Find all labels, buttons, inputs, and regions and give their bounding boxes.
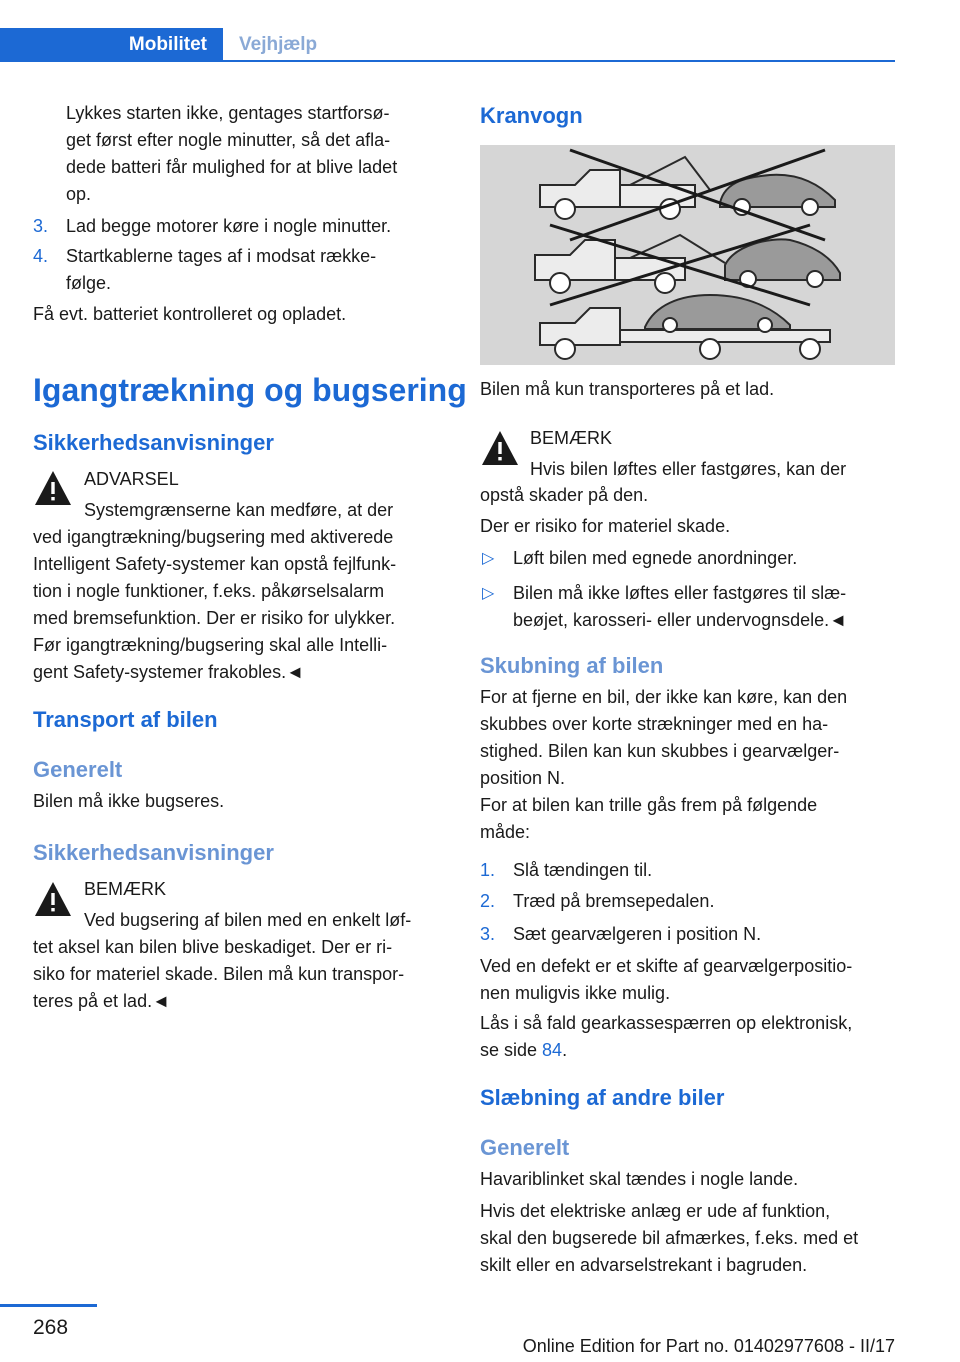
tab-mobilitet[interactable]: Mobilitet (0, 28, 223, 61)
tow-truck-illustration (480, 145, 895, 365)
section-title: Igangtrækning og bugsering (33, 372, 467, 408)
text-line: Lykkes starten ikke, gentages startforsø- (66, 103, 390, 123)
bullet-triangle-icon: ▷ (482, 550, 495, 567)
text-line: siko for materiel skade. Bilen må kun transpor- (33, 964, 405, 984)
step-number: 1. (480, 860, 496, 880)
text-line: For at bilen kan trille gås frem på følgende (480, 795, 818, 815)
towing-heading: Slæbning af andre biler (480, 1085, 725, 1110)
defect-text (480, 953, 852, 1007)
text-line: dede batteri får mulighed for at blive ladet (66, 157, 398, 177)
bullet-text: Løft bilen med egnede anordninger. (513, 548, 798, 568)
footer-rule (0, 1304, 97, 1307)
push-text (480, 684, 847, 792)
text-line: måde: (480, 822, 531, 842)
text-line: Hvis det elektriske anlæg er ude af funktion, (480, 1201, 831, 1221)
battery-note: Få evt. batteriet kontrolleret og opladet. (33, 304, 347, 324)
warning-triangle-icon (33, 879, 73, 919)
step-number: 4. (33, 246, 49, 266)
kranvogn-heading: Kranvogn (480, 103, 583, 128)
safety2-heading: Sikkerhedsanvisninger (33, 840, 274, 865)
lad-text: Bilen må kun transporteres på et lad. (480, 379, 775, 399)
text-line: skal den bugserede bil afmærkes, f.eks. med et (480, 1228, 859, 1248)
notice-text (33, 934, 404, 1015)
notice-label: BEMÆRK (84, 879, 167, 899)
step-text (66, 243, 376, 297)
text-line: ved igangtrækning/bugsering med aktiverede (33, 527, 394, 547)
text-line: Før igangtrækning/bugsering skal alle Intelli- (33, 635, 388, 655)
step-text: Lad begge motorer køre i nogle minutter. (66, 216, 392, 236)
edition-note: Online Edition for Part no. 01402977608 - II/17 (522, 1336, 895, 1356)
header-tabs (0, 28, 895, 62)
notice-line: Ved bugsering af bilen med en enkelt løf- (84, 910, 412, 930)
left-paragraph-cont (66, 100, 397, 208)
page-link[interactable]: 84 (542, 1040, 563, 1060)
risk-text: Der er risiko for materiel skade. (480, 516, 731, 536)
text-line: stighed. Bilen kan kun skubbes i gearvælger- (480, 741, 840, 761)
generelt-heading: Generelt (33, 757, 123, 782)
generelt-heading: Generelt (480, 1135, 570, 1160)
notice-label: BEMÆRK (530, 428, 613, 448)
header-rule (0, 60, 895, 62)
text-line: op. (66, 184, 92, 204)
safety-heading: Sikkerhedsanvisninger (33, 430, 274, 455)
text-line: tion i nogle funktioner, f.eks. påkørselsalarm (33, 581, 385, 601)
roll-text (480, 792, 817, 846)
text-line: For at fjerne en bil, der ikke kan køre, kan den (480, 687, 848, 707)
text-line: følge. (66, 273, 112, 293)
text-line: tet aksel kan bilen blive beskadiget. Der er ri- (33, 937, 393, 957)
text-line: med bremsefunktion. Der er risiko for ulykker. (33, 608, 396, 628)
step-text: Sæt gearvælgeren i position N. (513, 924, 762, 944)
tab-vejhjaelp[interactable]: Vejhjælp (239, 33, 318, 55)
step-number: 3. (480, 924, 496, 944)
text-line: position N. (480, 768, 566, 788)
text-line: gent Safety-systemer frakobles.◄ (33, 662, 304, 682)
text-line: Lås i så fald gearkassespærren op elektronisk, (480, 1013, 853, 1033)
text-line: Bilen må ikke løftes eller fastgøres til slæ- (513, 583, 847, 603)
text-span: se side (480, 1040, 543, 1060)
page-number: 268 (33, 1316, 69, 1339)
text-line: nen muligvis ikke mulig. (480, 983, 671, 1003)
text-line: Ved en defekt er et skifte af gearvælgerpositio- (480, 956, 853, 976)
bullet-triangle-icon: ▷ (482, 585, 495, 602)
warning-triangle-icon (480, 428, 520, 468)
step-text: Træd på bremsepedalen. (513, 891, 715, 911)
transport-heading: Transport af bilen (33, 707, 218, 732)
text-line: Intelligent Safety-systemer kan opstå fejlfunk- (33, 554, 397, 574)
step-text: Slå tændingen til. (513, 860, 653, 880)
electric-text (480, 1198, 858, 1279)
step-number: 3. (33, 216, 49, 236)
text-span: . (562, 1040, 568, 1060)
step-number: 2. (480, 891, 496, 911)
lock-text (480, 1010, 852, 1064)
warning-label: ADVARSEL (84, 469, 179, 489)
hazard-text: Havariblinket skal tændes i nogle lande. (480, 1169, 799, 1189)
generelt-text: Bilen må ikke bugseres. (33, 791, 225, 811)
notice-line: opstå skader på den. (480, 485, 649, 505)
text-line (480, 1037, 852, 1064)
warning-line: Systemgrænserne kan medføre, at der (84, 500, 394, 520)
warning-text (33, 524, 396, 686)
text-line: skubbes over korte strækninger med en ha- (480, 714, 829, 734)
text-line: skilt eller en advarselstrekant i bagruden. (480, 1255, 808, 1275)
text-line: beøjet, karosseri- eller undervognsdele.◄ (513, 610, 847, 630)
text-line: teres på et lad.◄ (33, 991, 170, 1011)
text-line: Startkablerne tages af i modsat række- (66, 246, 377, 266)
warning-triangle-icon (33, 468, 73, 508)
push-heading: Skubning af bilen (480, 653, 664, 678)
notice-line: Hvis bilen løftes eller fastgøres, kan der (530, 459, 847, 479)
text-line: get først efter nogle minutter, så det afla- (66, 130, 391, 150)
bullet-text (513, 580, 847, 634)
